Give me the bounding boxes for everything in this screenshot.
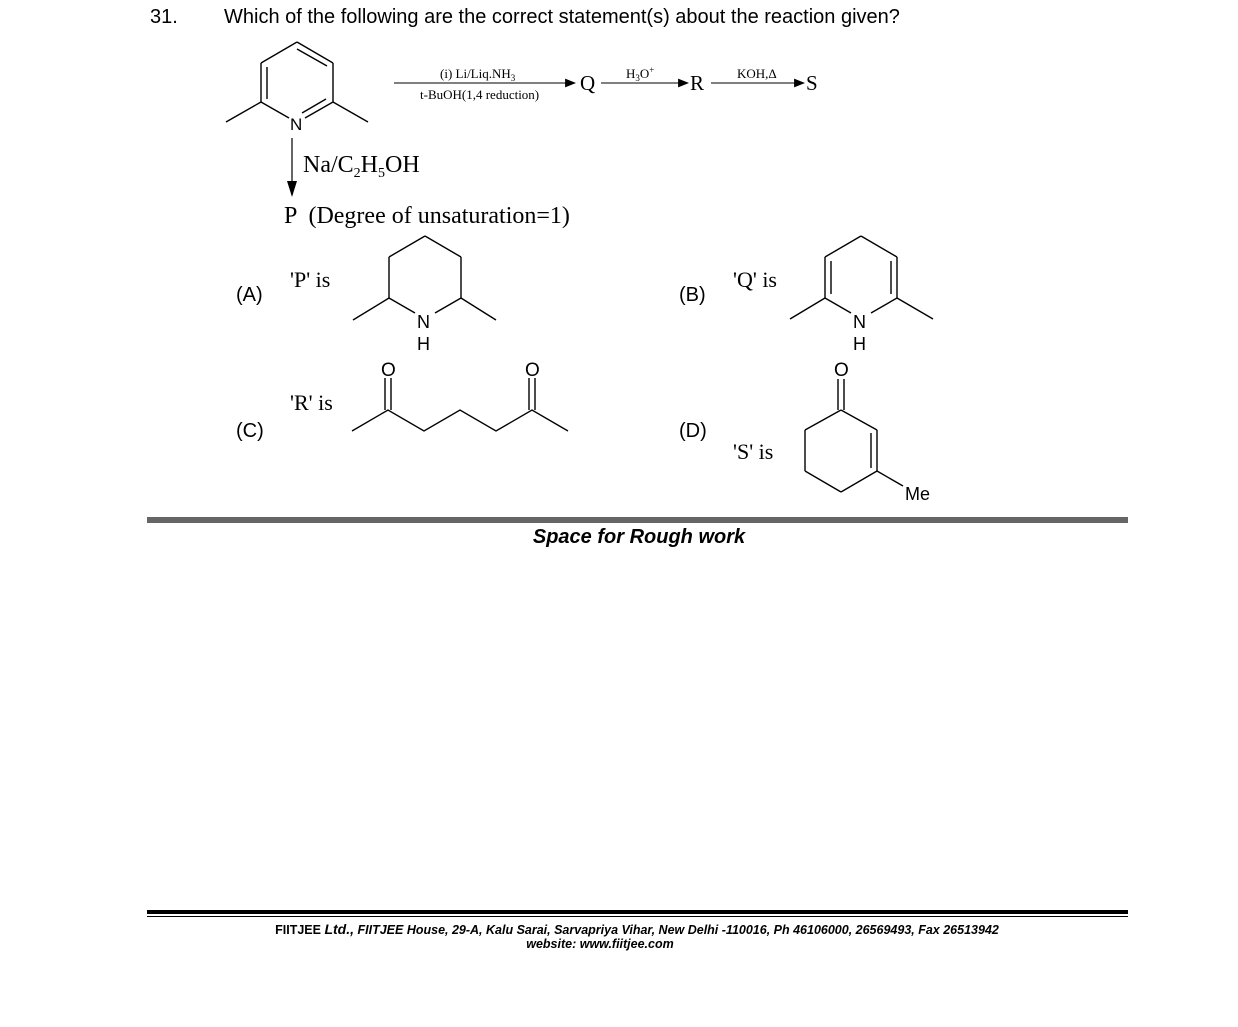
option-c-statement: 'R' is <box>290 390 333 415</box>
product-s: S <box>806 71 818 95</box>
footer-rule-thick <box>147 910 1128 914</box>
option-a-label[interactable]: (A) <box>236 284 263 306</box>
footer-address-line <box>147 921 1127 937</box>
piperidine-h-atom: H <box>417 334 430 354</box>
option-d-statement: 'S' is <box>733 439 774 464</box>
option-c-label[interactable]: (C) <box>236 420 264 442</box>
option-b-label[interactable]: (B) <box>679 284 706 306</box>
question-number: 31. <box>150 6 178 28</box>
step1-reagent-top: (i) $Li/Liq.NH_3$ <box>440 66 516 83</box>
rough-work-rule <box>147 517 1128 523</box>
question-text: Which of the following are the correct statement(s) about the reaction given? <box>224 6 900 28</box>
option-b-statement: 'Q' is <box>733 267 777 292</box>
footer-address: FIITJEE House, 29-A, Kalu Sarai, Sarvapriya Vihar, New Delhi -110016, Ph 46106000, 26569493, Fax 26513942 <box>357 923 999 937</box>
cyclohexenone-structure <box>805 379 903 492</box>
pyridine-n-atom: N <box>290 115 303 134</box>
dihydropyridine-n-atom: N <box>853 312 866 332</box>
rough-work-heading: Space for Rough work <box>532 526 746 548</box>
footer-rule-thin <box>147 916 1128 917</box>
option-d-label[interactable]: (D) <box>679 420 707 442</box>
footer-ltd: Ltd., <box>324 921 355 937</box>
step2-reagent: $H_3O^+$ <box>626 65 655 83</box>
cyclohexenone-o-atom: O <box>834 360 849 381</box>
option-a-statement: 'P' is <box>290 267 331 292</box>
pyridine-structure <box>226 42 368 122</box>
methyl-label: Me <box>905 484 931 504</box>
step3-reagent: KOH,Δ <box>737 66 777 81</box>
piperidine-structure <box>353 236 496 320</box>
diketone-structure <box>352 378 568 431</box>
dihydropyridine-structure <box>790 236 933 319</box>
na-reagent: $Na/C_2H_5OH$ <box>303 152 420 181</box>
product-q: Q <box>580 71 596 95</box>
diketone-o-atom-2: O <box>525 360 540 381</box>
arrow-down-head <box>287 181 297 197</box>
piperidine-n-atom: N <box>417 312 430 332</box>
step1-reagent-bottom: t-BuOH(1,4 reduction) <box>420 87 540 102</box>
p-description: P (Degree of unsaturation=1) <box>284 203 570 229</box>
diketone-o-atom-1: O <box>381 360 396 381</box>
footer-brand: FIITJEE <box>275 923 321 937</box>
dihydropyridine-h-atom: H <box>853 334 866 354</box>
product-r: R <box>690 71 705 95</box>
footer-website[interactable]: website: www.fiitjee.com <box>526 937 674 951</box>
